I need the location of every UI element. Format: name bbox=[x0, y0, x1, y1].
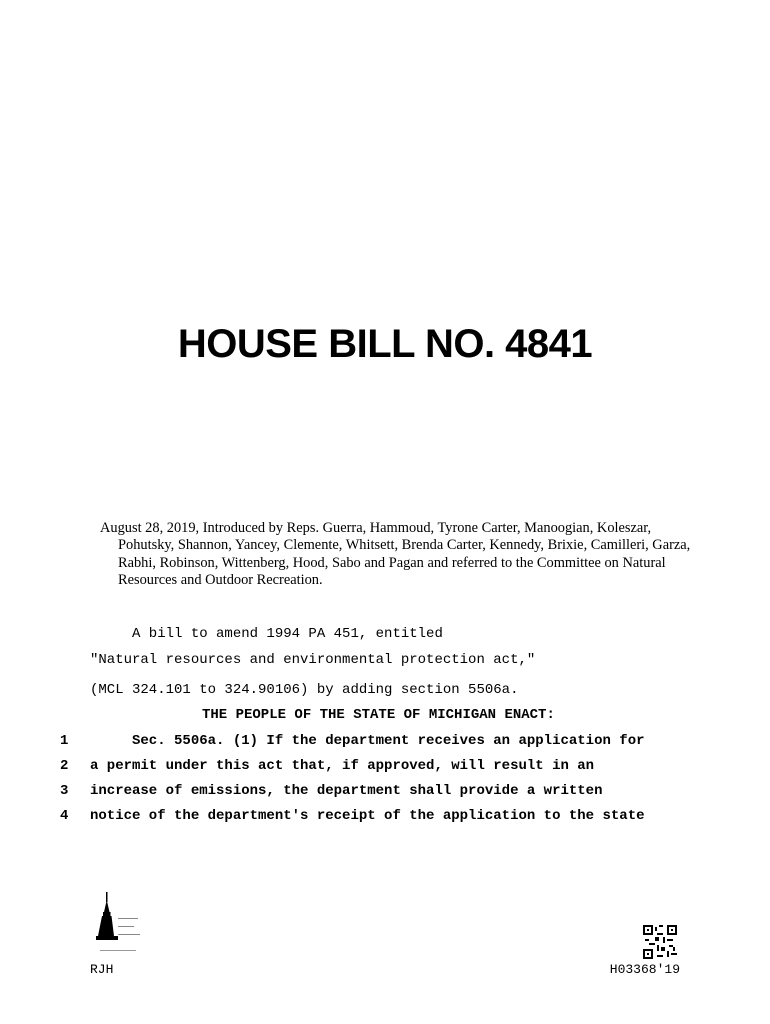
body-line-1: Sec. 5506a. (1) If the department receives an application for bbox=[90, 733, 645, 749]
line-number-4: 4 bbox=[60, 808, 69, 824]
capitol-seal-icon bbox=[92, 892, 144, 958]
bill-title: HOUSE BILL NO. 4841 bbox=[177, 322, 593, 366]
introduction-paragraph: August 28, 2019, Introduced by Reps. Guerra, Hammoud, Tyrone Carter, Manoogian, Koleszar, Pohutsky, Shannon, Yancey, Clemente, Whitsett, Brenda Carter, Kennedy, Brixie, Camilleri, Garza, Rabhi, Robinson, Wittenberg, Hood, Sabo and Pagan and referred to the Committee on Natural Resources and Outdoor Recreation. bbox=[100, 520, 691, 588]
line-number-1: 1 bbox=[60, 733, 69, 749]
line-number-2: 2 bbox=[60, 758, 69, 774]
body-line-2: a permit under this act that, if approved, will result in an bbox=[90, 758, 595, 774]
bill-line-3: (MCL 324.101 to 324.90106) by adding section 5506a. bbox=[90, 682, 519, 698]
qr-code-icon bbox=[643, 925, 677, 959]
body-line-4: notice of the department's receipt of the application to the state bbox=[90, 808, 645, 824]
bill-line-2: "Natural resources and environmental protection act," bbox=[90, 652, 536, 668]
footer-document-code: H03368'19 bbox=[609, 962, 680, 977]
enacting-clause: THE PEOPLE OF THE STATE OF MICHIGAN ENACT: bbox=[202, 707, 555, 723]
bill-line-1: A bill to amend 1994 PA 451, entitled bbox=[90, 626, 443, 642]
line-number-3: 3 bbox=[60, 783, 69, 799]
body-line-3: increase of emissions, the department shall provide a written bbox=[90, 783, 603, 799]
footer-initials: RJH bbox=[90, 962, 114, 977]
